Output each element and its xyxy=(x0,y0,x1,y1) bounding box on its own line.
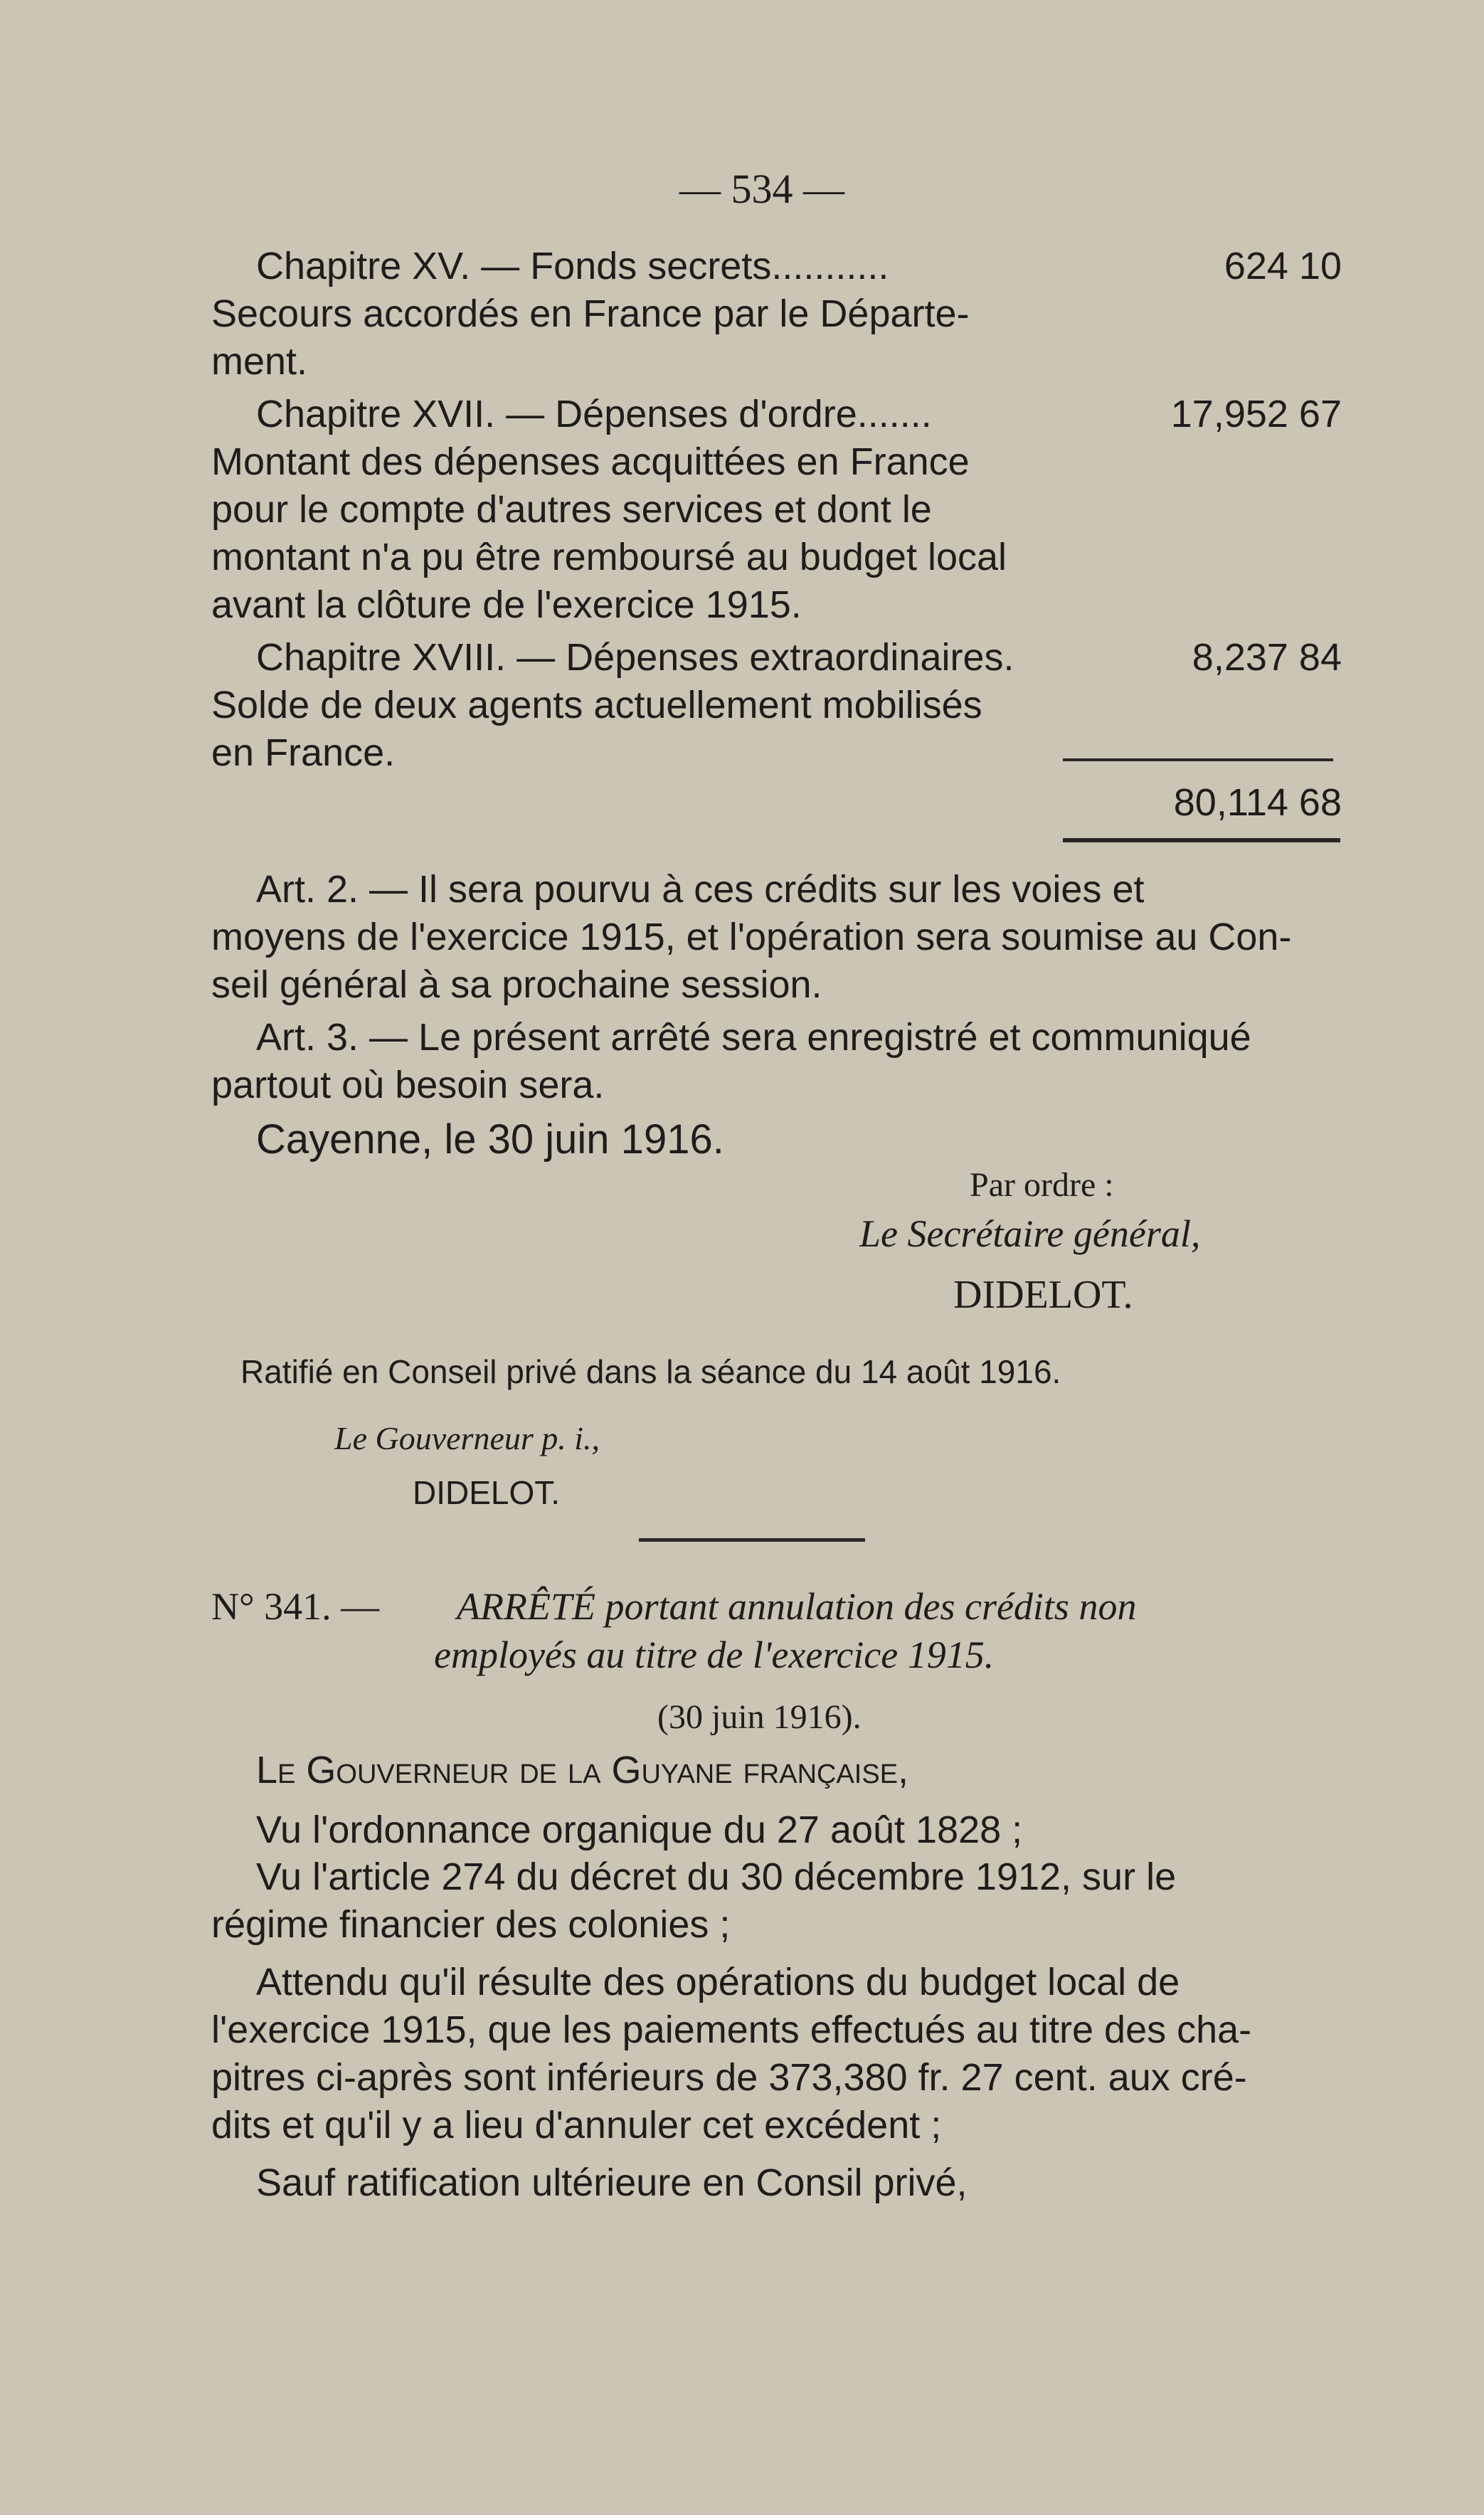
secretary-name: DIDELOT. xyxy=(953,1273,1133,1317)
decree-sauf: Sauf ratification ultérieure en Consil privé, xyxy=(256,2161,968,2204)
chapter-xviii-heading: Chapitre XVIII. — Dépenses extraordinaires. xyxy=(256,636,1014,679)
chapter-xv-heading: Chapitre XV. — Fonds secrets........... xyxy=(256,245,889,287)
total-bottom-rule xyxy=(1063,838,1340,842)
chapter-xviii-line: Solde de deux agents actuellement mobilisés xyxy=(211,684,982,726)
article-2-line: Art. 2. — Il sera pourvu à ces crédits sur les voies et xyxy=(256,868,1145,911)
decree-attendu: dits et qu'il y a lieu d'annuler cet excédent ; xyxy=(211,2104,942,2146)
decree-title-line1: ARRÊTÉ portant annulation des crédits non xyxy=(457,1585,1137,1628)
chapter-xviii-line: en France. xyxy=(211,731,396,774)
total-amount: 80,114 68 xyxy=(1173,781,1342,824)
decree-vu-2: Vu l'article 274 du décret du 30 décembre 1912, sur le xyxy=(256,1855,1177,1898)
article-3-line: partout où besoin sera. xyxy=(211,1064,605,1106)
decree-title-line2: employés au titre de l'exercice 1915. xyxy=(434,1634,995,1676)
decree-vu-1: Vu l'ordonnance organique du 27 août 1828 ; xyxy=(256,1809,1023,1851)
chapter-xvii-line: montant n'a pu être remboursé au budget local xyxy=(211,536,1007,578)
chapter-xvii-line: Montant des dépenses acquittées en France xyxy=(211,440,970,483)
decree-attendu: l'exercice 1915, que les paiements effectués au titre des cha- xyxy=(211,2008,1252,2051)
decree-date: (30 juin 1916). xyxy=(657,1698,862,1736)
ratification-note: Ratifié en Conseil privé dans la séance du 14 août 1916. xyxy=(240,1353,1061,1390)
chapter-xv-amount: 624 10 xyxy=(1224,245,1342,287)
chapter-xvii-amount: 17,952 67 xyxy=(1170,393,1342,435)
chapter-xviii-amount: 8,237 84 xyxy=(1192,636,1342,679)
par-ordre: Par ordre : xyxy=(970,1166,1114,1204)
chapter-xvii-line: avant la clôture de l'exercice 1915. xyxy=(211,583,802,626)
governor-name: DIDELOT. xyxy=(413,1474,561,1511)
chapter-xv-line: Secours accordés en France par le Départe- xyxy=(211,292,970,335)
article-2-line: seil général à sa prochaine session. xyxy=(211,963,822,1006)
governor-role: Le Gouverneur p. i., xyxy=(334,1420,600,1456)
section-separator xyxy=(639,1538,865,1542)
chapter-xvii-heading: Chapitre XVII. — Dépenses d'ordre....... xyxy=(256,393,932,435)
decree-intro: Le Gouverneur de la Guyane française, xyxy=(256,1749,909,1791)
decree-number: N° 341. — xyxy=(211,1585,380,1628)
total-top-rule xyxy=(1063,758,1333,761)
decree-vu-2: régime financier des colonies ; xyxy=(211,1903,731,1946)
article-2-line: moyens de l'exercice 1915, et l'opération sera soumise au Con- xyxy=(211,916,1292,958)
decree-attendu: pitres ci-après sont inférieurs de 373,380 fr. 27 cent. aux cré- xyxy=(211,2056,1247,2099)
article-3-line: Art. 3. — Le présent arrêté sera enregistré et communiqué xyxy=(256,1016,1251,1059)
decree-attendu: Attendu qu'il résulte des opérations du budget local de xyxy=(256,1961,1180,2003)
chapter-xv-line: ment. xyxy=(211,340,308,383)
chapter-xvii-line: pour le compte d'autres services et dont le xyxy=(211,488,932,531)
date-place: Cayenne, le 30 juin 1916. xyxy=(256,1116,724,1163)
page-number: — 534 — xyxy=(679,166,844,212)
secretary-role: Le Secrétaire général, xyxy=(859,1212,1201,1255)
